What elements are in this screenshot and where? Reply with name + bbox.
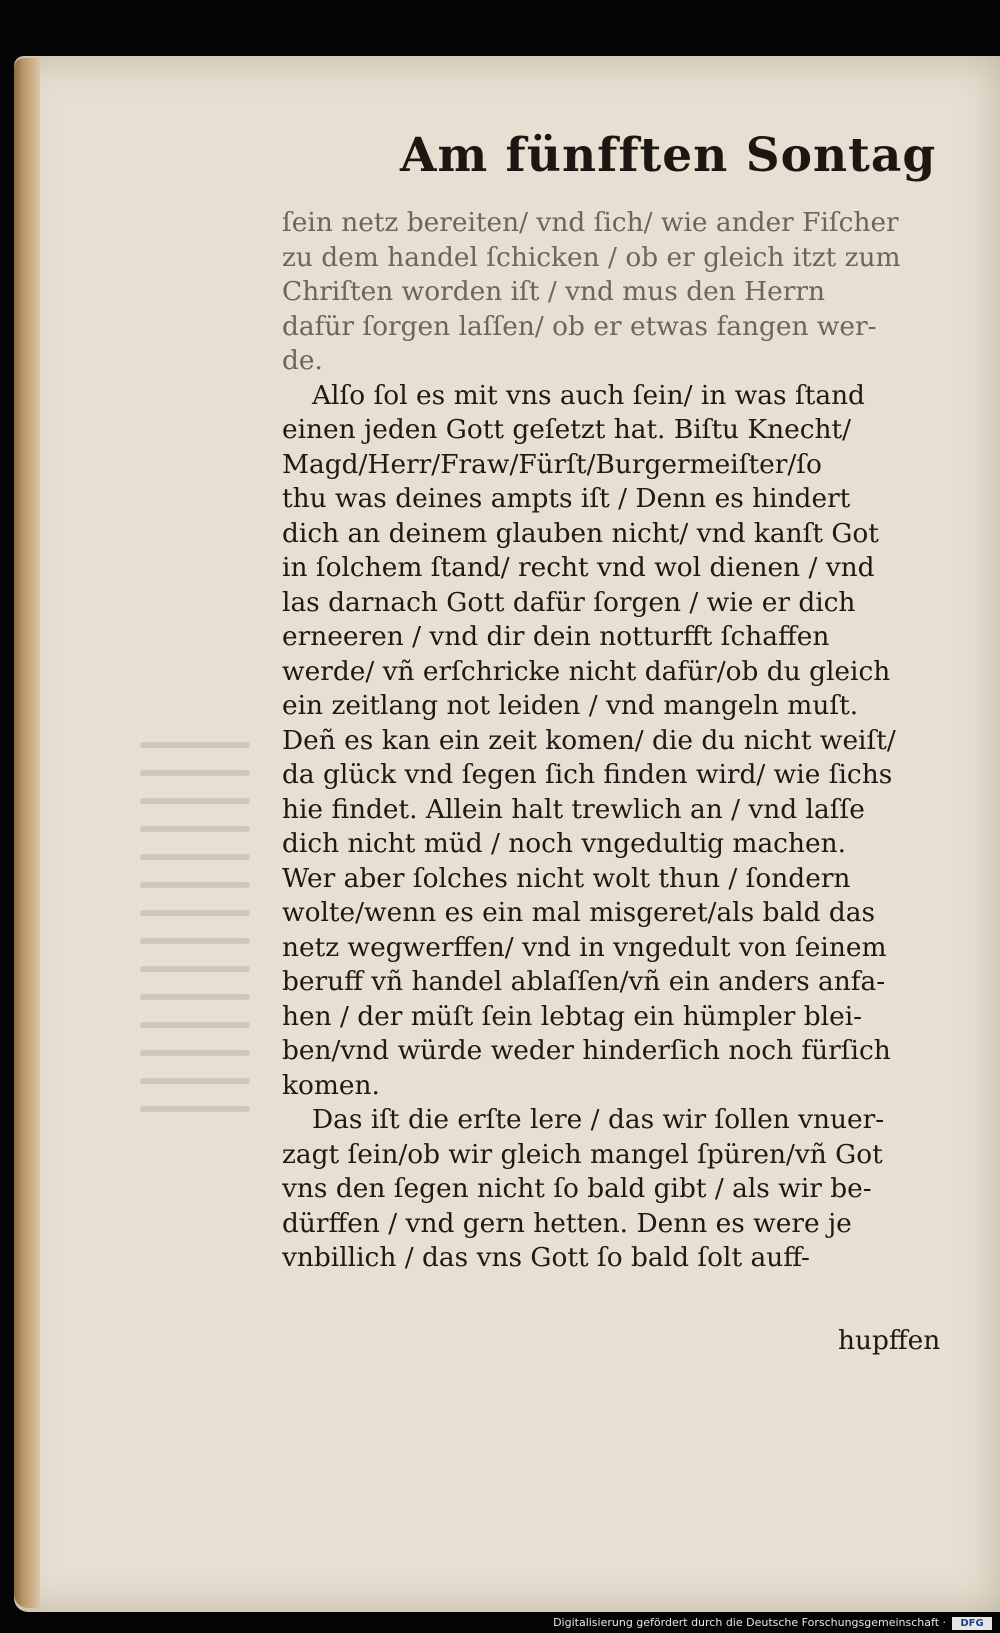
text-line: vns den ſegen nicht ſo bald gibt / als wir be- xyxy=(282,1173,872,1204)
text-line: in ſolchem ſtand/ recht vnd wol dienen / vnd xyxy=(282,552,875,583)
text-line: de. xyxy=(282,345,323,376)
text-line: dürffen / vnd gern hetten. Denn es were je xyxy=(282,1207,852,1239)
text-line: einen jeden Gott geſetzt hat. Biſtu Knecht/ xyxy=(282,414,852,445)
text-line: wolte/wenn es ein mal misgeret/als bald das xyxy=(282,897,876,928)
text-line: beruff vñ handel ablaſſen/vñ ein anders anfa- xyxy=(282,966,886,997)
text-line: Wer aber ſolches nicht wolt thun / ſondern xyxy=(282,862,851,894)
text-line: erneeren / vnd dir dein notturfft ſchaffen xyxy=(282,621,830,652)
text-line: Alſo ſol es mit vns auch ſein/ in was ſtand xyxy=(312,379,865,411)
text-line: Deñ es kan ein zeit komen/ die du nicht weiſt/ xyxy=(282,724,896,756)
page-edge xyxy=(14,58,40,1608)
text-line: Chriſten worden iſt / vnd mus den Herrn xyxy=(282,276,825,307)
text-line: Magd/Herr/Fraw/Fürſt/Burgermeiſter/ſo xyxy=(282,448,822,480)
text-line: da glück vnd ſegen ſich finden wird/ wie ſichs xyxy=(282,759,893,790)
running-head: Am fünfften Sontag xyxy=(400,128,937,183)
text-line: zu dem handel ſchicken / ob er gleich itzt zum xyxy=(282,241,901,273)
text-line: komen. xyxy=(282,1069,380,1101)
text-line: dafür ſorgen laſſen/ ob er etwas fangen wer- xyxy=(282,310,877,342)
text-line: hen / der müſt ſein lebtag ein hümpler blei- xyxy=(282,1000,863,1032)
dfg-logo: DFG xyxy=(952,1617,992,1630)
text-line: ben/vnd würde weder hinderſich noch fürſich xyxy=(282,1035,891,1066)
text-line: netz wegwerffen/ vnd in vngedult von ſeinem xyxy=(282,931,887,963)
text-line: dich nicht müd / noch vngedultig machen. xyxy=(282,828,846,859)
text-line: las darnach Gott dafür ſorgen / wie er dich xyxy=(282,586,856,618)
body-text xyxy=(282,206,962,1276)
catchword: hupffen xyxy=(838,1325,941,1356)
digitization-credit: Digitalisierung gefördert durch die Deutsche Forschungsgemeinschaft · xyxy=(553,1616,946,1629)
text-line: zagt ſein/ob wir gleich mangel ſpüren/vñ Got xyxy=(282,1138,883,1170)
text-line: Das iſt die erſte lere / das wir ſollen vnuer- xyxy=(312,1104,885,1135)
text-line: thu was deines ampts iſt / Denn es hindert xyxy=(282,483,851,514)
text-line: ſein netz bereiten/ vnd ſich/ wie ander Fiſcher xyxy=(282,207,899,238)
text-line: ein zeitlang not leiden / vnd mangeln muſt. xyxy=(282,690,859,721)
text-line: hie findet. Allein halt trewlich an / vnd laſſe xyxy=(282,793,865,825)
text-line: dich an deinem glauben nicht/ vnd kanſt Got xyxy=(282,517,879,549)
text-line: werde/ vñ erſchricke nicht dafür/ob du gleich xyxy=(282,655,891,687)
text-line: vnbillich / das vns Gott ſo bald ſolt auff- xyxy=(282,1242,810,1273)
show-through-marks xyxy=(140,720,250,1240)
